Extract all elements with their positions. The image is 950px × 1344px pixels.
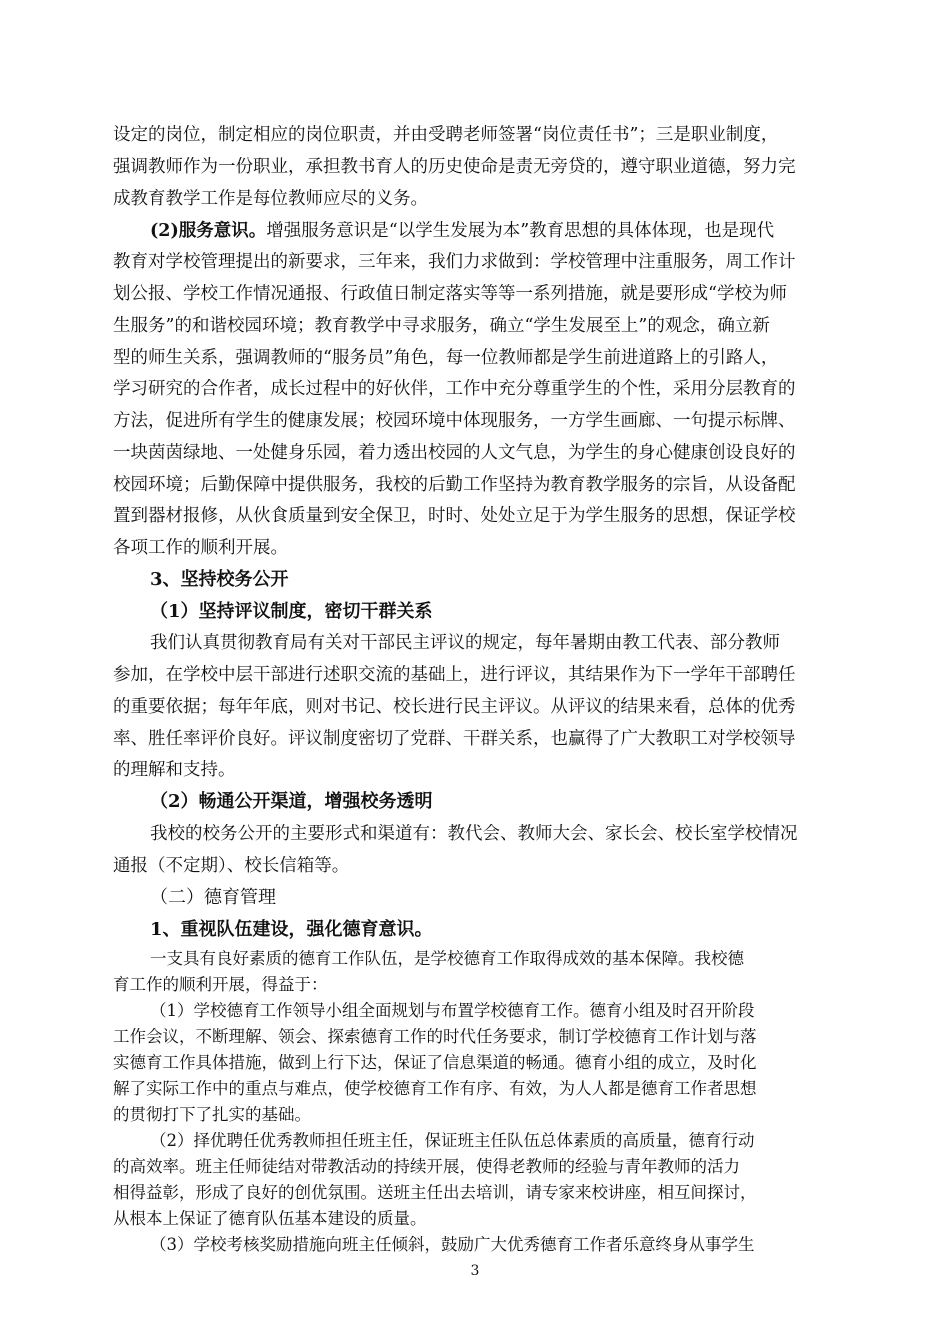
body-line: 相得益彰，形成了良好的创优氛围。送班主任出去培训，请专家来校讲座，相互间探讨， <box>113 1183 757 1202</box>
body-line: 的贯彻打下了扎实的基础。 <box>113 1105 311 1124</box>
section-heading: （二）德育管理 <box>150 887 276 908</box>
body-line: （3）学校考核奖励措施向班主任倾斜，鼓励广大优秀德育工作者乐意终身从事学生 <box>150 1235 755 1254</box>
body-text: 增强服务意识是“以学生发展为本”教育思想的具体体现，也是现代 <box>266 221 775 241</box>
body-line: 设定的岗位，制定相应的岗位职责，并由受聘老师签署“岗位责任书”；三是职业制度， <box>113 125 779 145</box>
body-line: 型的师生关系，强调教师的“服务员”角色，每一位教师都是学生前进道路上的引路人， <box>113 348 779 368</box>
body-line: 解了实际工作中的重点与难点，使学校德育工作有序、有效，为人人都是德育工作者思想 <box>113 1079 757 1098</box>
body-line: 一支具有良好素质的德育工作队伍，是学校德育工作取得成效的基本保障。我校德 <box>150 949 744 968</box>
body-line: 参加，在学校中层干部进行述职交流的基础上，进行评议，其结果作为下一学年干部聘任 <box>113 665 796 685</box>
body-line: 各项工作的顺利开展。 <box>113 538 288 558</box>
body-line: 置到器材报修，从伙食质量到安全保卫，时时、处处立足于为学生服务的思想，保证学校 <box>113 506 796 526</box>
body-line: 我校的校务公开的主要形式和渠道有：教代会、教师大会、家长会、校长室学校情况 <box>150 824 798 844</box>
body-line: 学习研究的合作者，成长过程中的好伙伴，工作中充分尊重学生的个性，采用分层教育的 <box>113 379 796 399</box>
page-number: 3 <box>470 1263 480 1279</box>
body-line: 的重要依据；每年年底，则对书记、校长进行民主评议。从评议的结果来看，总体的优秀 <box>113 697 796 717</box>
body-line: （2）择优聘任优秀教师担任班主任，保证班主任队伍总体素质的高质量，德育行动 <box>150 1131 755 1150</box>
body-line: 工作会议，不断理解、领会、探索德育工作的时代任务要求，制订学校德育工作计划与落 <box>113 1027 757 1046</box>
body-line: 实德育工作具体措施，做到上行下达，保证了信息渠道的畅通。德育小组的成立，及时化 <box>113 1053 757 1072</box>
body-line: 教育对学校管理提出的新要求，三年来，我们力求做到：学校管理中注重服务，周工作计 <box>113 252 796 272</box>
body-line: 成教育教学工作是每位教师应尽的义务。 <box>113 189 428 209</box>
body-line: 的高效率。班主任师徒结对带教活动的持续开展，使得老教师的经验与青年教师的活力 <box>113 1157 740 1176</box>
inline-heading: (2)服务意识。 <box>150 221 267 241</box>
body-line: 从根本上保证了德育队伍基本建设的质量。 <box>113 1209 427 1228</box>
body-line: （1）学校德育工作领导小组全面规划与布置学校德育工作。德育小组及时召开阶段 <box>150 1001 755 1020</box>
body-line: 通报（不定期）、校长信箱等。 <box>113 856 350 876</box>
body-line: 育工作的顺利开展，得益于： <box>113 975 328 994</box>
body-line: 方法，促进所有学生的健康发展；校园环境中体现服务，一方学生画廊、一句提示标牌、 <box>113 411 796 431</box>
section-heading: 1、重视队伍建设，强化德育意识。 <box>150 919 433 940</box>
body-line: 划公报、学校工作情况通报、行政值日制定落实等等一系列措施，就是要形成“学校为师 <box>113 284 787 304</box>
section-heading: 3、坚持校务公开 <box>150 569 289 590</box>
body-line: 率、胜任率评价良好。评议制度密切了党群、干群关系，也赢得了广大教职工对学校领导 <box>113 729 796 749</box>
subsection-heading: （2）畅通公开渠道，增强校务透明 <box>150 791 433 812</box>
body-line: 一块茵茵绿地、一处健身乐园，着力透出校园的人文气息，为学生的身心健康创设良好的 <box>113 443 796 463</box>
body-line: 生服务”的和谐校园环境；教育教学中寻求服务，确立“学生发展至上”的观念，确立新 <box>113 316 770 336</box>
subsection-heading: （1）坚持评议制度，密切干群关系 <box>150 601 433 622</box>
paragraph-service-awareness <box>150 219 837 243</box>
body-line: 校园环境；后勤保障中提供服务，我校的后勤工作坚持为教育教学服务的宗旨，从设备配 <box>113 475 796 495</box>
body-line: 强调教师作为一份职业，承担教书育人的历史使命是责无旁贷的，遵守职业道德，努力完 <box>113 157 796 177</box>
body-line: 的理解和支持。 <box>113 760 236 780</box>
body-line: 我们认真贯彻教育局有关对干部民主评议的规定，每年暑期由教工代表、部分教师 <box>150 633 780 653</box>
